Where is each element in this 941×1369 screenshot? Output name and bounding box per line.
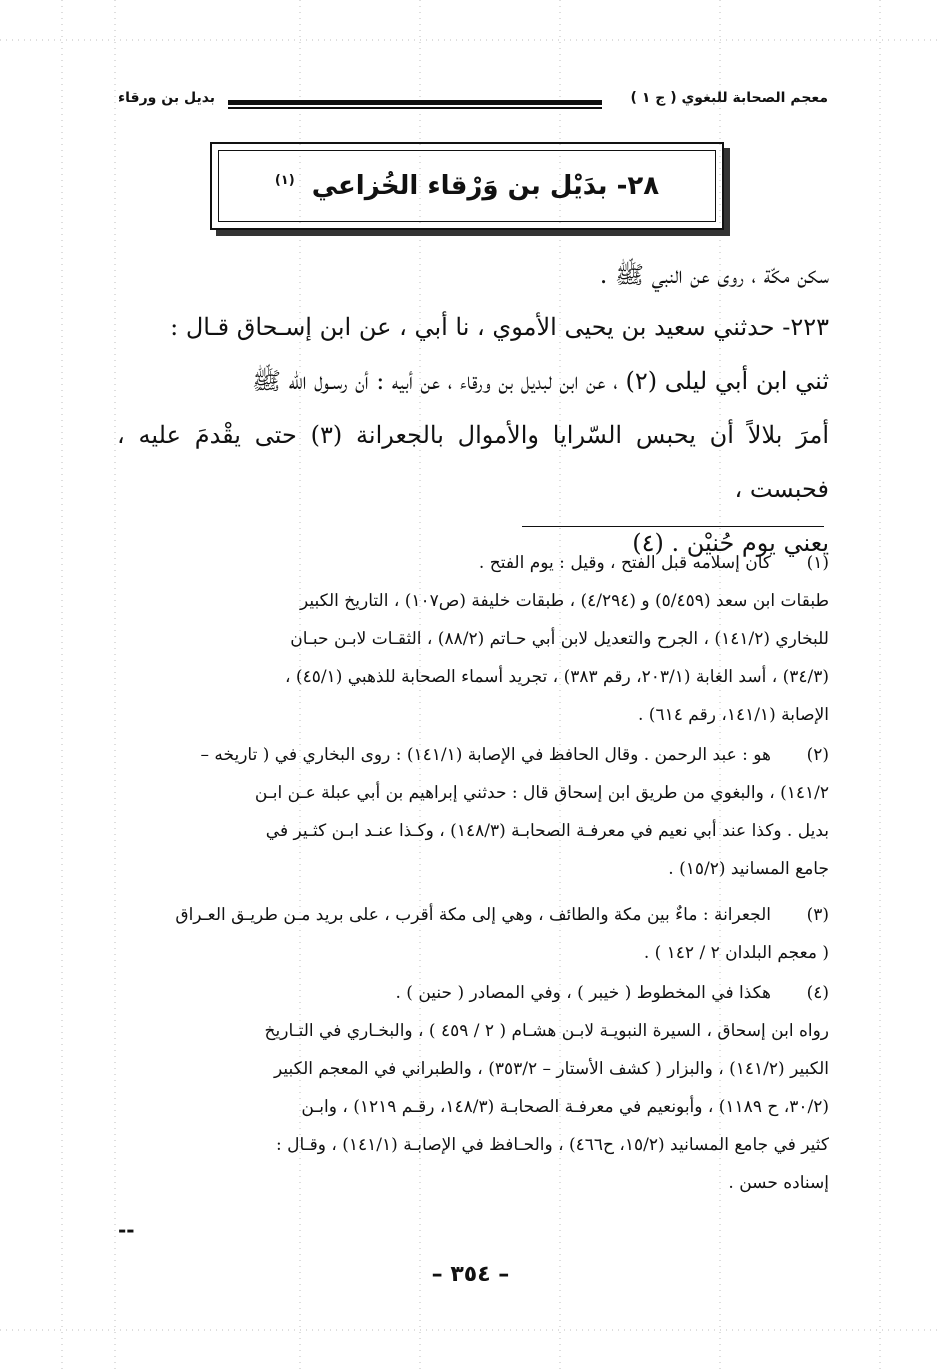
entry-title-text: ٢٨- بدَيْل بن وَرْقاء الخُزاعي: [311, 171, 660, 201]
footnote-number: (٤): [806, 983, 829, 1003]
footnote-line: هو : عبد الرحمن . وقال الحافظ في الإصابة (١٤١/١) : روى البخاري في ( تاريخه –: [200, 745, 771, 765]
footnote-line: الكبير (١٤١/٢) ، والبزار ( كشف الأستار – ٣٥٣/٢) ، والطبراني في المعجم الكبير: [274, 1059, 829, 1079]
hadith-paragraph: [117, 300, 829, 570]
entry-title-footnote-ref: (١): [274, 173, 295, 189]
hadith-line: أمرَ بلالاً أن يحبس السّرايا والأموال بالجعرانة (٣) حتى يقْدمَ عليه ، فحبست ،: [117, 421, 830, 503]
header-rule-thin: [228, 107, 602, 109]
header-rule-thick: [228, 100, 602, 105]
footnote-line: للبخاري (١٤١/٢) ، الجرح والتعديل لابن أبي حـاتم (٨٨/٢) ، الثقـات لابـن حبـان: [290, 629, 829, 649]
entry-title: [275, 171, 659, 201]
footnote-line: ( معجم البلدان ٢ / ١٤٢ ) .: [643, 943, 829, 963]
footnote-line: هكذا في المخطوط ( خيبر ) ، وفي المصادر ( حنين ) .: [395, 983, 771, 1003]
hadith-line: يعني يوم حُنيْن . (٤): [632, 529, 829, 557]
footnote-number: (٣): [806, 905, 829, 925]
footnote-4: [115, 974, 829, 1202]
footnote-3: [115, 896, 829, 972]
footnote-line: كان إسلامه قبل الفتح ، وقيل : يوم الفتح .: [478, 553, 771, 573]
hadith-line: ٢٢٣- حدثني سعيد بن يحيى الأموي ، نا أبي ، عن ابن إسـحاق قـال :: [170, 313, 829, 341]
running-header: [118, 88, 828, 118]
footnote-line: الإصابة (١٤١/١، رقم ٦١٤) .: [638, 705, 829, 725]
footnote-line: كثير في جامع المسانيد (١٥/٢، ح٤٦٦) ، والحـافظ في الإصابـة (١٤١/١) ، وقـال :: [276, 1135, 829, 1155]
footnote-line: (٣٠/٢، ح ١١٨٩) ، وأبونعيم في معرفـة الصحابـة (١٤٨/٣، رقـم ١٢١٩) ، وابـن: [301, 1097, 829, 1117]
entry-title-box: [210, 142, 724, 230]
footnote-separator: [522, 526, 824, 527]
footnote-number: (١): [806, 553, 829, 573]
footnote-line: رواه ابن إسحاق ، السيرة النبويـة لابـن هشـام ( ٢ / ٤٥٩ ) ، والبخـاري في التـاريخ: [264, 1021, 829, 1041]
page-number: – ٣٥٤ –: [431, 1262, 510, 1287]
footnote-line: (٣٤/٣) ، أسد الغابة (٢٠٣/١، رقم ٣٨٣) ، تجريد أسماء الصحابة للذهبي (٤٥/١) ،: [285, 667, 829, 687]
hadith-line: ثني ابن أبي ليلى (٢) ، عن ابن لبديل بن ورقاء ، عن أبيه : أن رسـول الله ﷺ: [251, 367, 829, 395]
intro-paragraph: سكن مكّة ، روى عن النبي ﷺ .: [599, 261, 829, 289]
footnote-1: [115, 544, 829, 734]
footnote-line: طبقات ابن سعد (٥/٤٥٩) و (٤/٢٩٤) ، طبقات خليفة (ص١٠٧) ، التاريخ الكبير: [299, 591, 829, 611]
header-entry-name: بديل بن ورقاء: [118, 90, 216, 106]
header-book-title: معجم الصحابة للبغوي ( ج ١ ): [630, 90, 828, 106]
footnote-number: (٢): [806, 745, 829, 765]
footnote-line: الجعرانة : ماءٌ بين مكة والطائف ، وهي إلى مكة أقرب ، على بريد مـن طريـق العـراق: [175, 905, 771, 925]
footnote-line: إسناده حسن .: [728, 1173, 829, 1193]
end-dash: --: [118, 1218, 135, 1242]
footnote-line: جامع المسانيد (١٥/٢) .: [668, 859, 829, 879]
footnote-line: بديل . وكذا عند أبي نعيم في معرفـة الصحابـة (١٤٨/٣) ، وكـذا عنـد ابـن كثـير في: [265, 821, 829, 841]
footnote-line: ١٤١/٢) ، والبغوي من طريق ابن إسحاق قال : حدثني إبراهيم بن أبي عبلة عـن ابـن: [254, 783, 829, 803]
footnote-2: [115, 736, 829, 888]
